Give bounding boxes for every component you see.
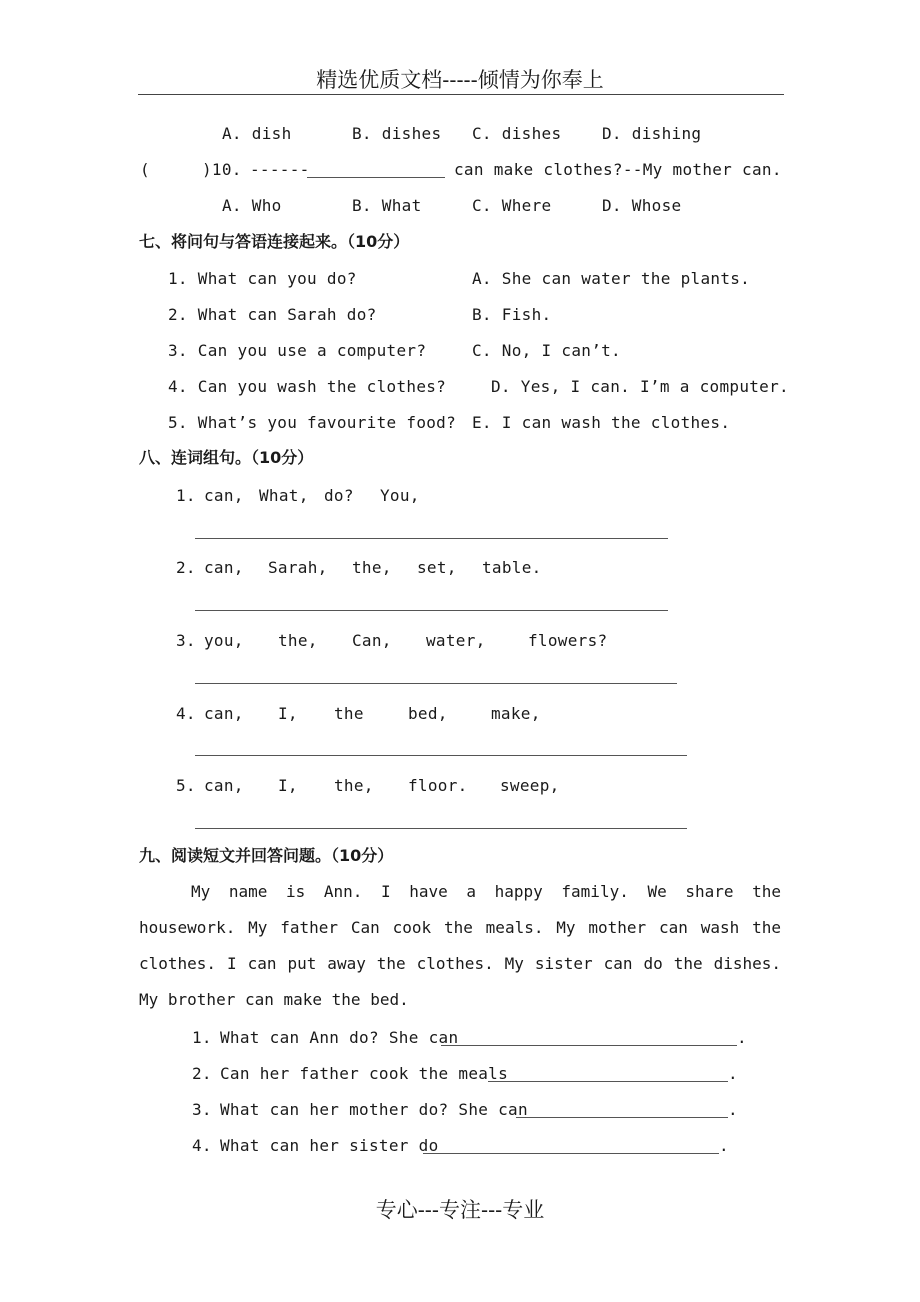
q10-text: can make clothes?--My mother can. <box>454 160 782 179</box>
s7-question-2: 2. What can Sarah do? <box>168 305 377 324</box>
s9-q2-period: . <box>728 1064 738 1083</box>
q10-option-b: B. What <box>352 196 422 215</box>
s9-q1-answer-blank[interactable] <box>441 1045 737 1046</box>
s8-item-5-word: the, <box>334 776 374 795</box>
s8-item-5-word: floor. <box>408 776 468 795</box>
s9-q4-number: 4. <box>192 1136 212 1155</box>
s7-question-4: 4. Can you wash the clothes? <box>168 377 447 396</box>
s9-q4-period: . <box>719 1136 729 1155</box>
page-footer: 专心---专注---专业 <box>375 1198 545 1222</box>
page-header: 精选优质文档-----倾情为你奉上 <box>316 68 604 92</box>
section9-title: 九、阅读短文并回答问题。（10分） <box>139 846 394 865</box>
s9-q3-text: What can her mother do? She can <box>220 1100 528 1119</box>
s8-item-5-word: sweep, <box>500 776 560 795</box>
q9-option-a: A. dish <box>222 124 292 143</box>
s8-item-2-number: 2. <box>176 558 196 577</box>
s8-item-4-answer-line[interactable] <box>195 755 687 756</box>
s8-item-1-word: You, <box>380 486 420 505</box>
q9-option-b: B. dishes <box>352 124 442 143</box>
s8-item-2-word: Sarah, <box>268 558 328 577</box>
s8-item-3-answer-line[interactable] <box>195 683 677 684</box>
s9-q2-text: Can her father cook the meals <box>220 1064 509 1083</box>
s8-item-1-answer-line[interactable] <box>195 538 668 539</box>
s8-item-4-word: the <box>334 704 364 723</box>
s7-answer-c: C. No, I can’t. <box>472 341 621 360</box>
s7-answer-a: A. She can water the plants. <box>472 269 751 288</box>
header-rule <box>138 94 784 95</box>
s8-item-3-word: flowers? <box>528 631 608 650</box>
section7-title: 七、将问句与答语连接起来。（10分） <box>139 232 410 251</box>
s8-item-2-word: can, <box>204 558 244 577</box>
s9-q4-answer-blank[interactable] <box>423 1153 719 1154</box>
s8-item-4-word: bed, <box>408 704 448 723</box>
q10-answer-blank[interactable] <box>307 177 445 178</box>
s9-q2-answer-blank[interactable] <box>488 1081 728 1082</box>
s8-item-3-word: Can, <box>352 631 392 650</box>
s9-q2-number: 2. <box>192 1064 212 1083</box>
s9-q1-number: 1. <box>192 1028 212 1047</box>
s8-item-3-word: the, <box>278 631 318 650</box>
reading-passage: My name is Ann. I have a happy family. We share the housework. My father Can cook the meals. My mother can wash the clothes. I can put away the clothes. My sister can do the dishes. My brother can make the bed. <box>139 882 781 1009</box>
s7-answer-b: B. Fish. <box>472 305 552 324</box>
s8-item-1-word: What, <box>259 486 309 505</box>
s9-q1-text: What can Ann do? She can <box>220 1028 459 1047</box>
s8-item-4-word: can, <box>204 704 244 723</box>
s8-item-4-number: 4. <box>176 704 196 723</box>
s8-item-2-word: set, <box>417 558 457 577</box>
s9-q4-text: What can her sister do <box>220 1136 439 1155</box>
s9-q3-answer-blank[interactable] <box>516 1117 728 1118</box>
s7-answer-e: E. I can wash the clothes. <box>472 413 731 432</box>
s8-item-5-word: I, <box>278 776 298 795</box>
q10-number: )10. <box>202 160 242 179</box>
q10-dashes: ------ <box>250 160 310 179</box>
s9-q1-period: . <box>737 1028 747 1047</box>
section8-title: 八、连词组句。（10分） <box>139 448 314 467</box>
q10-option-a: A. Who <box>222 196 282 215</box>
s8-item-5-answer-line[interactable] <box>195 828 687 829</box>
q9-option-d: D. dishing <box>602 124 702 143</box>
s8-item-1-word: do? <box>324 486 354 505</box>
q9-option-c: C. dishes <box>472 124 562 143</box>
q10-paren-open: ( <box>140 160 150 179</box>
s8-item-4-word: make, <box>491 704 541 723</box>
s7-question-1: 1. What can you do? <box>168 269 357 288</box>
s7-question-3: 3. Can you use a computer? <box>168 341 427 360</box>
s9-q3-period: . <box>728 1100 738 1119</box>
s8-item-4-word: I, <box>278 704 298 723</box>
s8-item-5-word: can, <box>204 776 244 795</box>
s7-question-5: 5. What’s you favourite food? <box>168 413 457 432</box>
s9-q3-number: 3. <box>192 1100 212 1119</box>
s8-item-2-answer-line[interactable] <box>195 610 668 611</box>
s8-item-3-number: 3. <box>176 631 196 650</box>
q10-option-c: C. Where <box>472 196 552 215</box>
s8-item-2-word: table. <box>482 558 542 577</box>
s8-item-3-word: water, <box>426 631 486 650</box>
q10-option-d: D. Whose <box>602 196 682 215</box>
s7-answer-d: D. Yes, I can. I’m a computer. <box>491 377 789 396</box>
s8-item-5-number: 5. <box>176 776 196 795</box>
s8-item-1-number: 1. <box>176 486 196 505</box>
s8-item-1-word: can, <box>204 486 244 505</box>
s8-item-2-word: the, <box>352 558 392 577</box>
s8-item-3-word: you, <box>204 631 244 650</box>
